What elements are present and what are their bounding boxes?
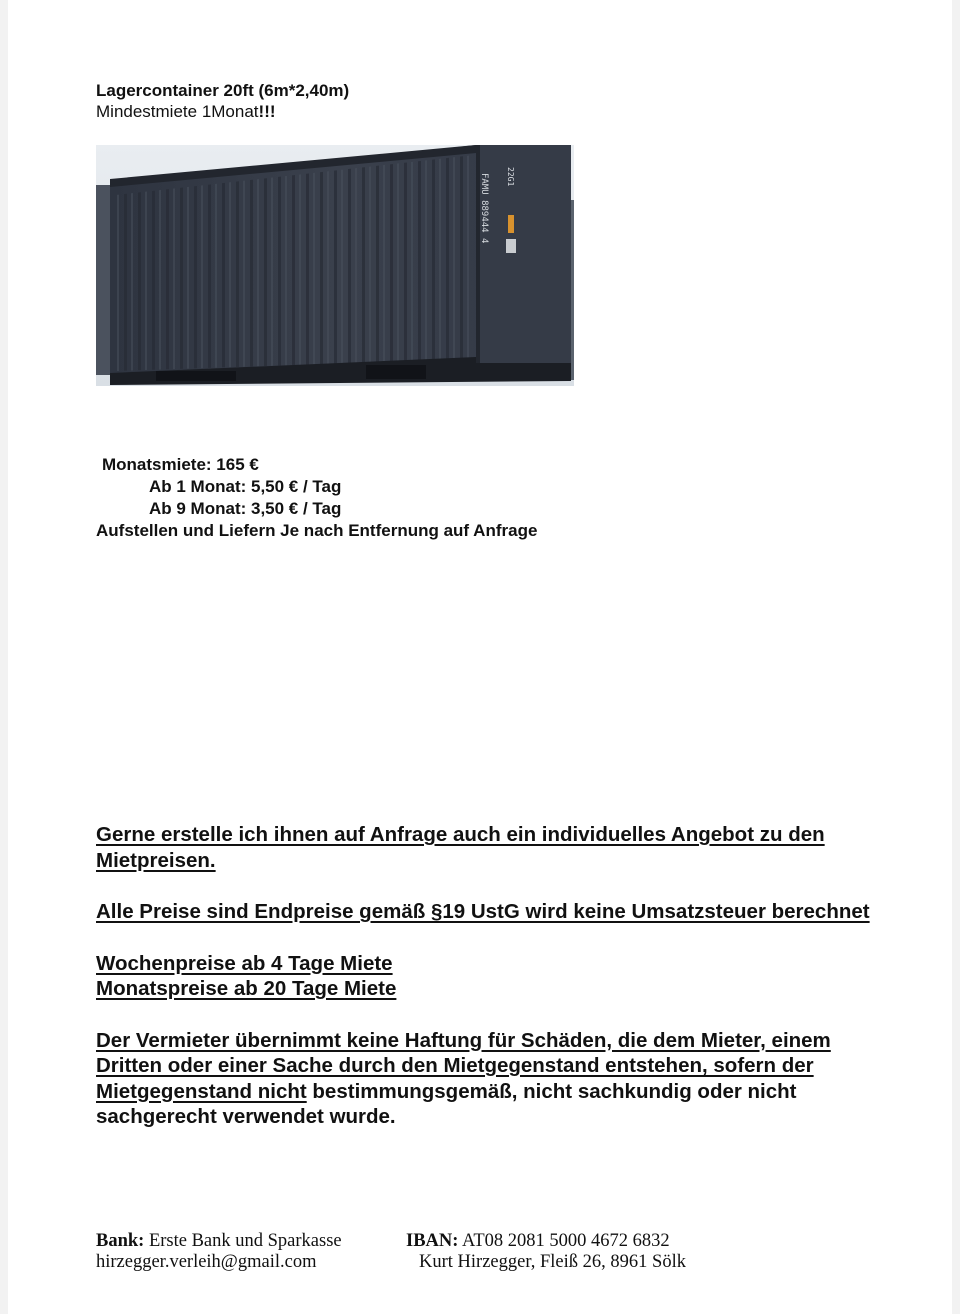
minimum-rent-text: Mindestmiete 1Monat (96, 102, 259, 121)
delivery-note: Aufstellen und Liefern Je nach Entfernung auf Anfrage (96, 521, 538, 540)
iban-value: AT08 2081 5000 4672 6832 (458, 1231, 670, 1251)
svg-text:FAMU 889444 4: FAMU 889444 4 (479, 173, 489, 244)
vat-note: Alle Preise sind Endpreise gemäß §19 UstG wird keine Umsatzsteuer berechnet (96, 900, 870, 923)
email-address[interactable]: hirzegger.verleih@gmail.com (96, 1252, 317, 1272)
price-from-1-month: Ab 1 Monat: 5,50 € / Tag (149, 477, 342, 496)
footer-iban (406, 1231, 686, 1273)
minimum-rent-emphasis: !!! (258, 102, 276, 121)
monthly-rent: Monatsmiete: 165 € (102, 455, 259, 474)
liability-note (96, 1028, 886, 1130)
document-title: Lagercontainer 20ft (6m*2,40m) (96, 81, 350, 100)
bank-line (96, 1231, 342, 1252)
bank-value: Erste Bank und Sparkasse (144, 1231, 342, 1251)
weekly-prices-note: Wochenpreise ab 4 Tage Miete (96, 951, 393, 975)
monthly-prices-note: Monatspreise ab 20 Tage Miete (96, 977, 397, 1000)
container-photo (96, 145, 574, 386)
iban-label: IBAN: (406, 1231, 459, 1251)
liability-underlined: Der Vermieter übernimmt keine Haftung für Schäden, die dem Mieter, einem Dritten oder einer Sache durch den Mietgegenstand entstehen, sofern der Mietgegenstand nicht (96, 1028, 831, 1103)
price-from-9-months: Ab 9 Monat: 3,50 € / Tag (149, 499, 342, 518)
bank-label: Bank: (96, 1231, 145, 1251)
rental-period-notes (96, 951, 886, 1002)
footer-bank (96, 1231, 342, 1273)
postal-address: Kurt Hirzegger, Fleiß 26, 8961 Sölk (419, 1252, 686, 1272)
liability-rest: bestimmungsgemäß, nicht sachkundig oder nicht sachgerecht verwendet wurde. (96, 1079, 797, 1128)
minimum-rent-note (96, 101, 276, 122)
iban-line (406, 1231, 686, 1252)
price-list (96, 454, 537, 542)
individual-offer-note: Gerne erstelle ich ihnen auf Anfrage auch ein individuelles Angebot zu den Mietpreisen. (96, 823, 825, 872)
terms-section (96, 822, 886, 1130)
svg-text:22G1: 22G1 (506, 167, 515, 187)
